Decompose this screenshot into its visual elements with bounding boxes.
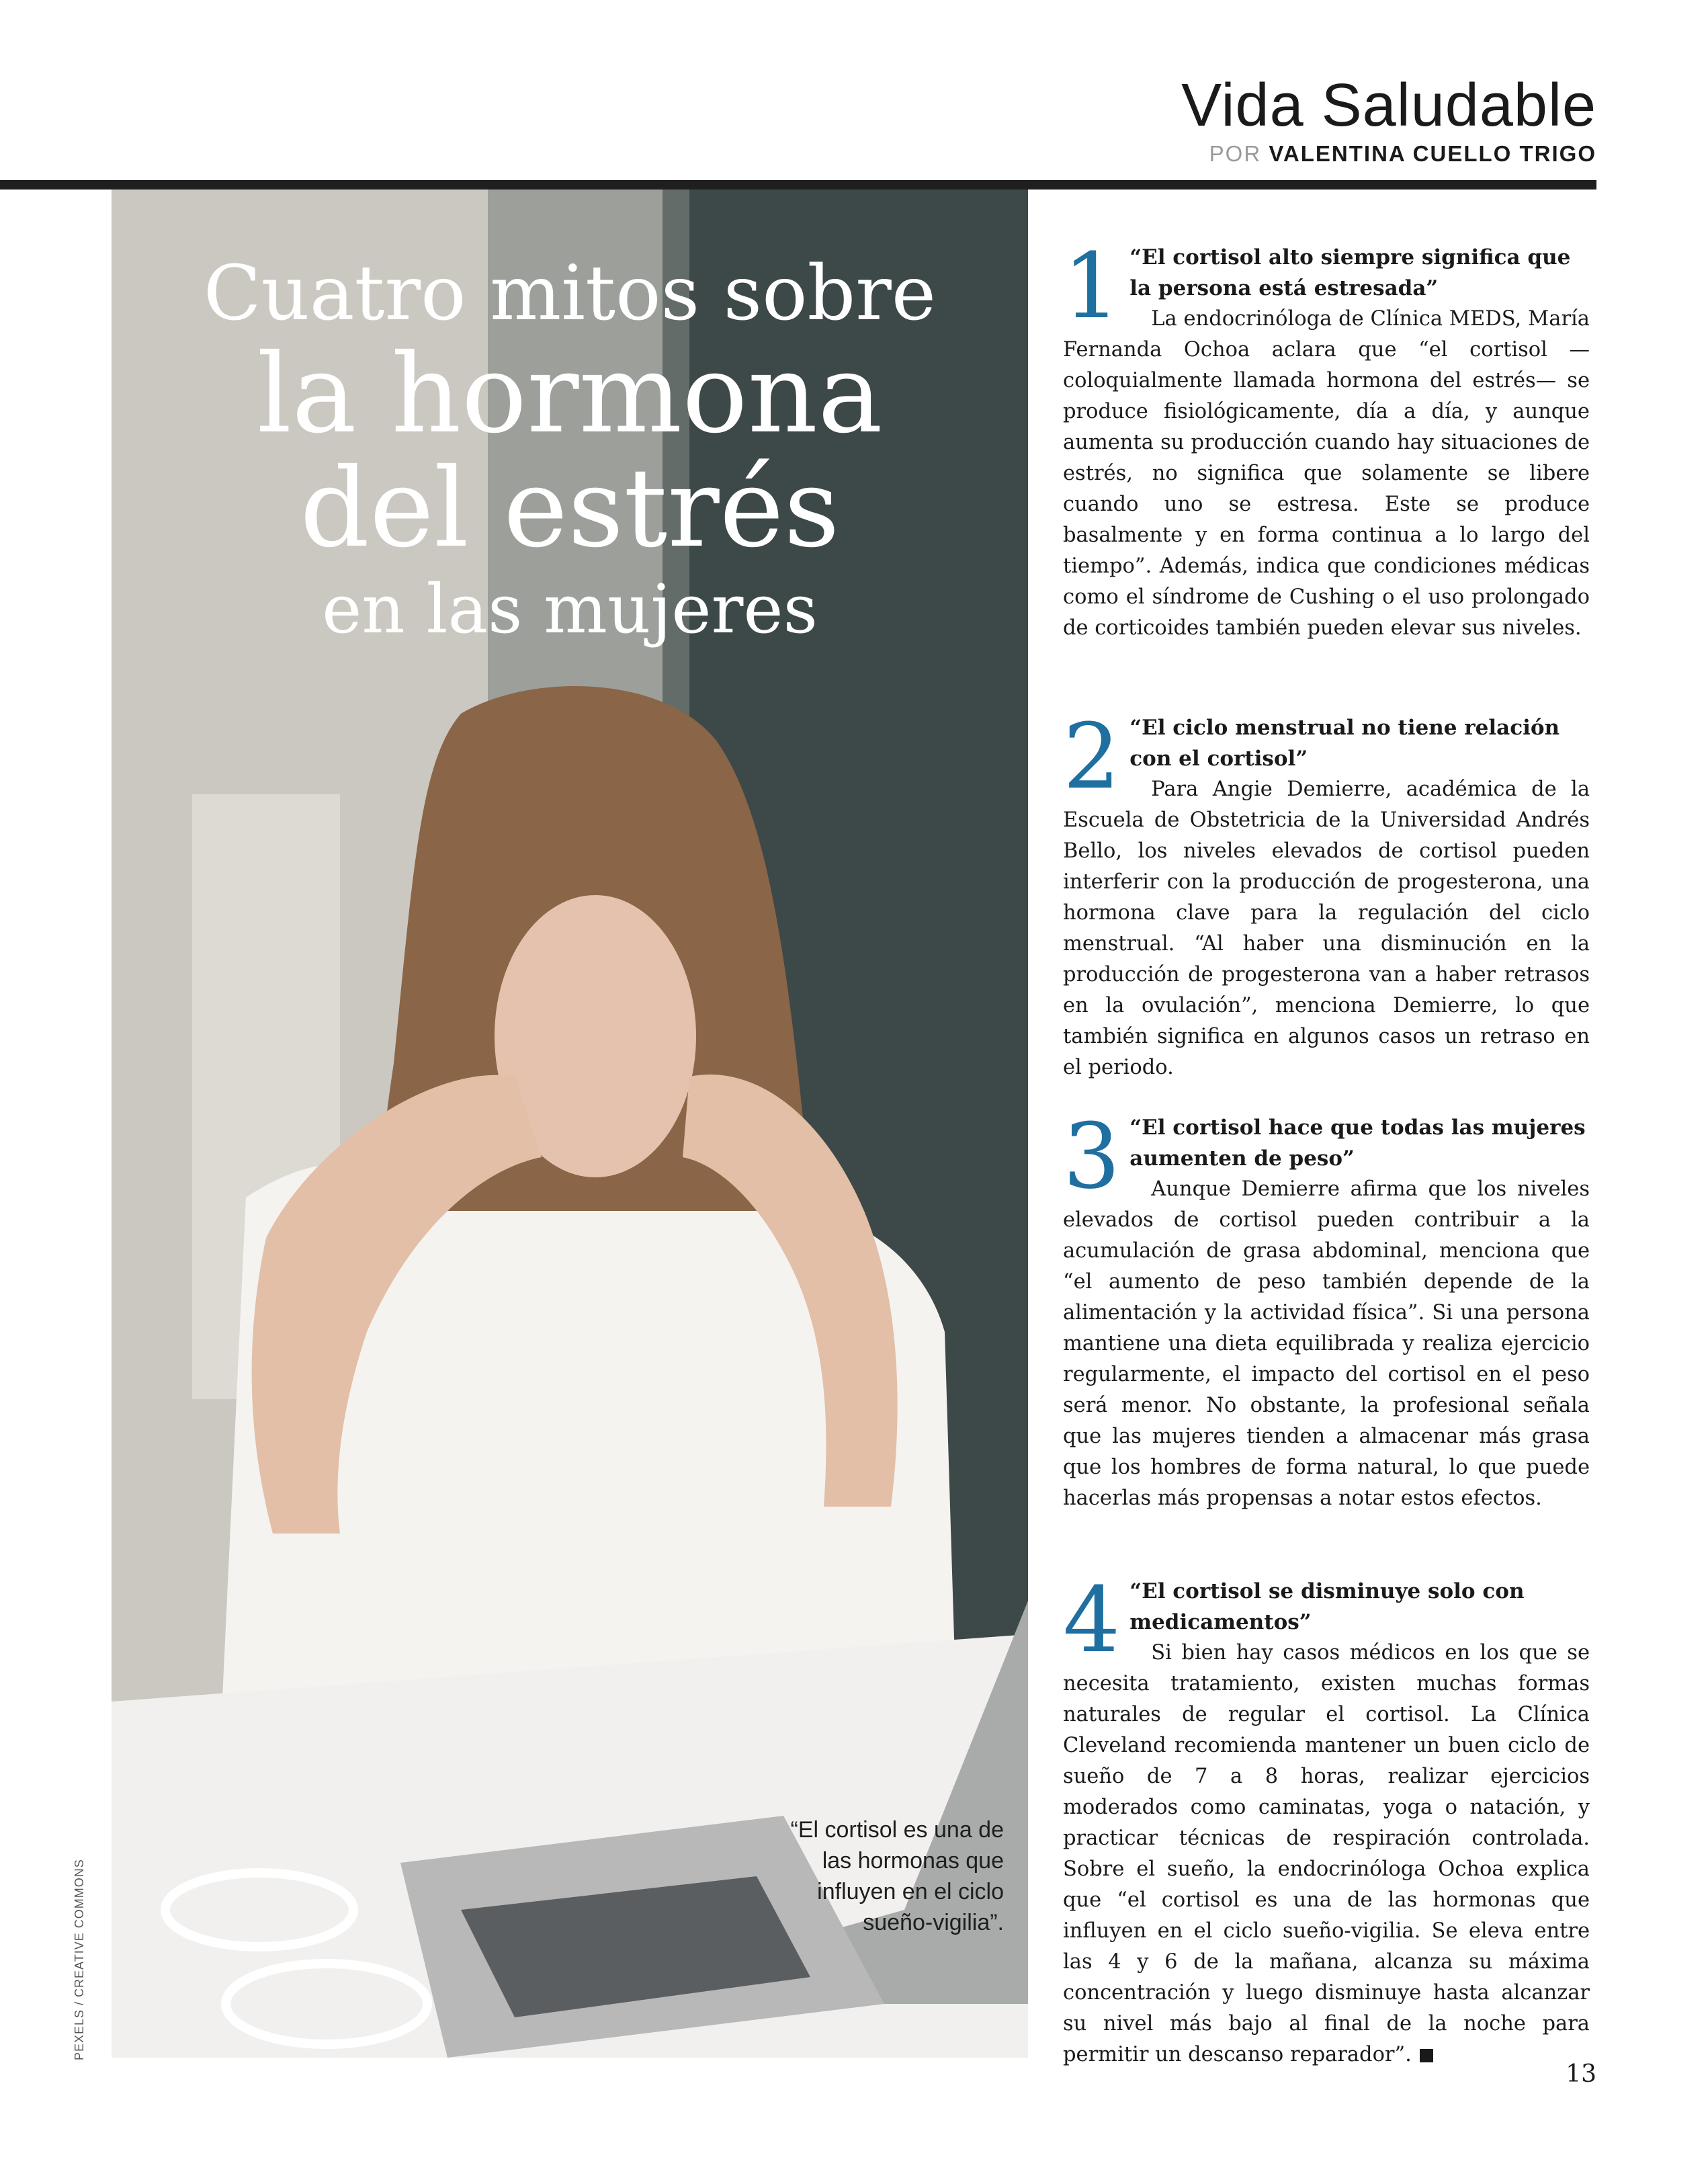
myth-title: “El cortisol alto siempre significa que la persona está estresada” bbox=[1129, 245, 1571, 300]
page-number: 13 bbox=[1566, 2060, 1596, 2088]
pull-quote: “El cortisol es una de las hormonas que influyen en el ciclo sueño-vigilia”. bbox=[790, 1817, 1004, 1935]
end-mark bbox=[1420, 2049, 1433, 2062]
headline-line-3: del estrés bbox=[300, 446, 840, 572]
header-rule bbox=[0, 180, 1596, 190]
myth-body: Si bien hay casos médicos en los que se necesita tratamiento, existen muchas formas naturales de regular el cortisol. La Clínica Cleveland recomienda mantener un buen ciclo de sueño de 7 a 8 horas, realizar ejercicios moderados como caminatas, yoga o natación, y practicar técnicas de respiración controlada. Sobre el sueño, la endocrinóloga Ochoa explica que “el cortisol es una de las hormonas que influyen en el ciclo sueño-vigilia. Se eleva entre las 4 y 6 de la mañana, alcanza su máxima concentración y luego disminuye hasta alcanzar su nivel más bajo al final de la noche para permitir un descanso reparador”. bbox=[1063, 1641, 1590, 2066]
photo-credit: PEXELS / CREATIVE COMMONS bbox=[73, 1859, 86, 2060]
myth-number: 1 bbox=[1063, 234, 1121, 339]
byline bbox=[1209, 141, 1596, 167]
myth-3 bbox=[1063, 1104, 1590, 1514]
myth-body: Aunque Demierre afirma que los niveles elevados de cortisol pueden contribuir a la acumulación de grasa abdominal, menciona que “el aumento de peso también depende de la alimentación y la actividad física”. Si una persona mantiene una dieta equilibrada y realiza ejercicio regularmente, el impacto del cortisol en el peso será menor. No obstante, la profesional señala que las mujeres tienden a almacenar más grasa que los hombres de forma natural, lo que puede hacerlas más propensas a notar estos efectos. bbox=[1063, 1177, 1590, 1510]
headline-line-2: la hormona bbox=[257, 331, 883, 458]
article-headline bbox=[112, 250, 1028, 653]
myth-title: “El ciclo menstrual no tiene relación con el cortisol” bbox=[1129, 716, 1560, 771]
myth-title: “El cortisol hace que todas las mujeres aumenten de peso” bbox=[1129, 1116, 1586, 1171]
myth-body: Para Angie Demierre, académica de la Escuela de Obstetricia de la Universidad Andrés Bello, los niveles elevados de cortisol pueden interferir con la producción de progesterona, una hormona clave para la regulación del ciclo menstrual. “Al haber una disminución en la producción de progesterona van a haber retrasos en la ovulación”, menciona Demierre, lo que también significa en algunos casos un retraso en el periodo. bbox=[1063, 778, 1590, 1079]
myth-number: 2 bbox=[1063, 704, 1121, 809]
myth-body: La endocrinóloga de Clínica MEDS, María Fernanda Ochoa aclara que “el cortisol —coloquialmente llamada hormona del estrés— se produce fisiológicamente, día a día, y aunque aumenta su producción cuando hay situaciones de estrés, no significa que solamente se libere cuando uno se estresa. Este se produce basalmente y en forma continua a lo largo del tiempo”. Además, indica que condiciones médicas como el síndrome de Cushing o el uso prolongado de corticoides también pueden elevar sus niveles. bbox=[1063, 307, 1590, 640]
myth-number: 4 bbox=[1063, 1568, 1121, 1673]
myth-4 bbox=[1063, 1568, 1590, 2070]
myth-1 bbox=[1063, 234, 1590, 644]
myth-number: 3 bbox=[1063, 1104, 1121, 1209]
section-title: Vida Saludable bbox=[1181, 72, 1596, 139]
headline-line-1: Cuatro mitos sobre bbox=[203, 250, 937, 337]
myth-title: “El cortisol se disminuye solo con medicamentos” bbox=[1129, 1579, 1525, 1634]
myth-2 bbox=[1063, 704, 1590, 1083]
headline-line-4: en las mujeres bbox=[322, 570, 818, 648]
byline-prefix: POR bbox=[1209, 141, 1262, 166]
article-photo bbox=[112, 190, 1028, 2058]
byline-author: VALENTINA CUELLO TRIGO bbox=[1269, 141, 1596, 166]
